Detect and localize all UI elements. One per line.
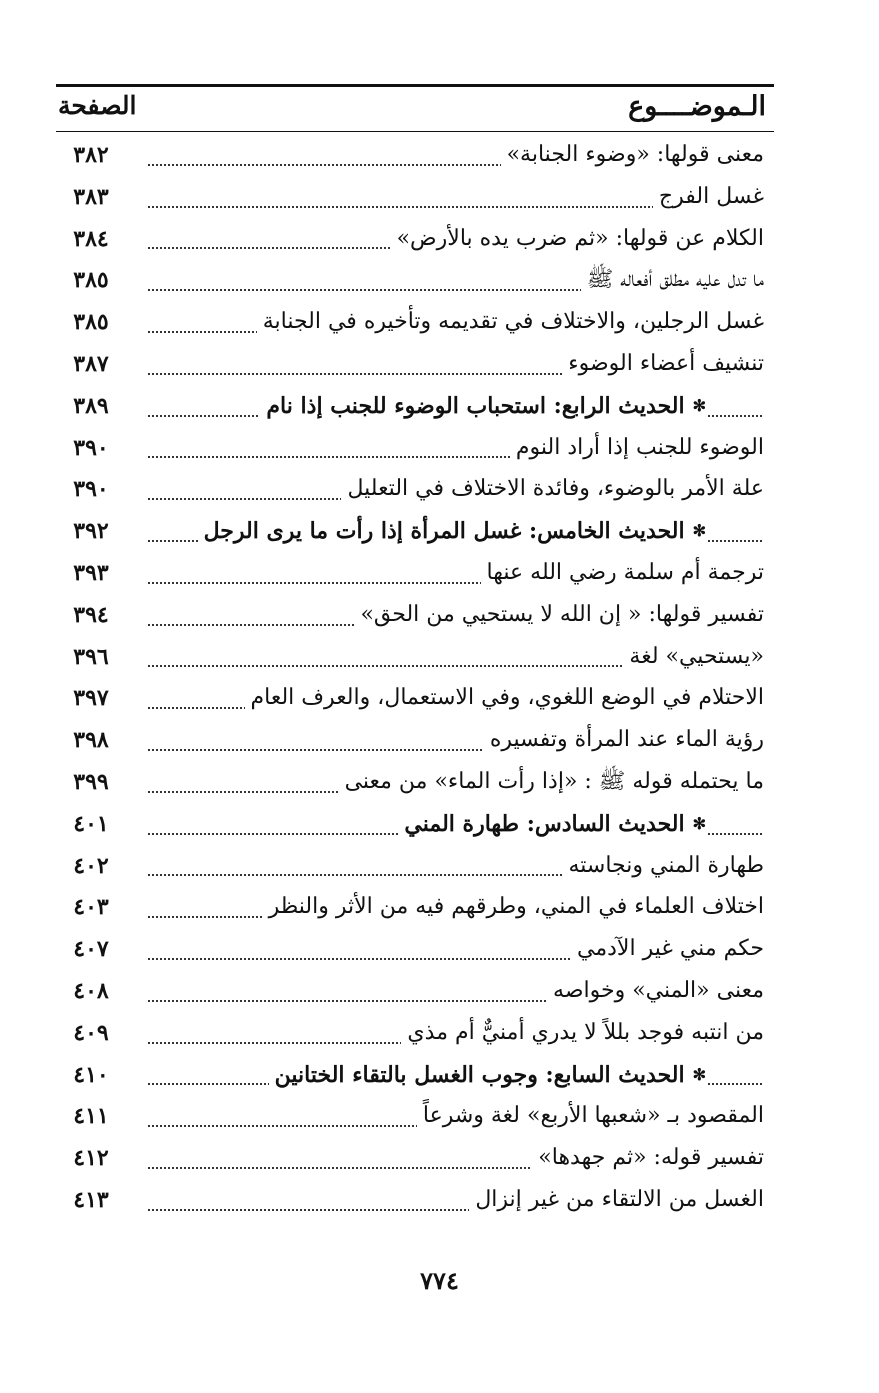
- toc-entry: [56, 470, 774, 512]
- toc-section-heading: [56, 805, 774, 847]
- entry-page-number: ٣٩٢: [73, 518, 109, 545]
- entry-title: ما تدل عليه مطلق أفعاله ﷺ: [581, 265, 764, 295]
- entry-title: الاحتلام في الوضع اللغوي، وفي الاستعمال، والعرف العام: [245, 683, 765, 713]
- entry-title: ✻ الحديث الرابع: استحباب الوضوء للجنب إذا نام: [260, 391, 706, 421]
- entry-page-number: ٣٨٥: [73, 309, 109, 336]
- toc-entry: [56, 261, 774, 303]
- toc-entry: [56, 679, 774, 721]
- entry-page-number: ٤١٠: [73, 1061, 109, 1088]
- toc-entry: [56, 930, 774, 972]
- toc-entry: [56, 303, 774, 345]
- entry-title: تنشيف أعضاء الوضوء: [562, 349, 764, 379]
- entry-title: الكلام عن قولها: «ثم ضرب يده بالأرض»: [391, 224, 764, 254]
- entry-page-number: ٤٠٨: [73, 977, 109, 1004]
- topic-column-heading: الـموضــــوع: [628, 91, 766, 122]
- entry-title: من انتبه فوجد بللاً لا يدري أمنيٌّ أم مذي: [401, 1018, 764, 1048]
- entry-page-number: ٣٩٠: [73, 476, 109, 503]
- entry-page-number: ٤٠٩: [73, 1019, 109, 1046]
- entry-title: ✻ الحديث السادس: طهارة المني: [398, 809, 706, 839]
- entry-title: «يستحيي» لغة: [623, 642, 764, 672]
- page-column-heading: الصفحة: [58, 91, 137, 120]
- toc-entry: [56, 1014, 774, 1056]
- entry-page-number: ٣٩٩: [73, 768, 109, 795]
- entry-title: علة الأمر بالوضوء، وفائدة الاختلاف في التعليل: [341, 474, 764, 504]
- entry-title: رؤية الماء عند المرأة وتفسيره: [484, 725, 764, 755]
- toc-entry: [56, 596, 774, 638]
- toc-entry: [56, 972, 774, 1014]
- entry-page-number: ٤١٢: [73, 1145, 109, 1172]
- toc-entry: [56, 1139, 774, 1181]
- entry-title: ✻ الحديث السابع: وجوب الغسل بالتقاء الختانين: [269, 1060, 706, 1090]
- toc-header: [56, 87, 774, 132]
- entry-title: ✻ الحديث الخامس: غسل المرأة إذا رأت ما يرى الرجل: [198, 516, 706, 546]
- entry-page-number: ٣٩٦: [73, 643, 109, 670]
- toc-entry: [56, 554, 774, 596]
- entry-page-number: ٣٩٤: [73, 601, 109, 628]
- toc-entry: [56, 1097, 774, 1139]
- toc-entry: [56, 220, 774, 262]
- toc-entry: [56, 1181, 774, 1223]
- entry-title: حكم مني غير الآدمي: [571, 934, 764, 964]
- entry-title: طهارة المني ونجاسته: [562, 851, 764, 881]
- entry-page-number: ٤٠٧: [73, 936, 109, 963]
- table-of-contents: [56, 84, 774, 1223]
- entry-title: ما يحتمله قوله ﷺ : «إذا رأت الماء» من معنى: [339, 767, 764, 797]
- entry-title: ترجمة أم سلمة رضي الله عنها: [481, 558, 764, 588]
- entry-title: تفسير قولها: « إن الله لا يستحيي من الحق»: [354, 600, 764, 630]
- toc-section-heading: [56, 387, 774, 429]
- toc-entry: [56, 763, 774, 805]
- entry-page-number: ٣٨٩: [73, 392, 109, 419]
- entry-page-number: ٣٨٢: [73, 142, 109, 168]
- entry-title: الوضوء للجنب إذا أراد النوم: [510, 433, 764, 463]
- entry-title: غسل الرجلين، والاختلاف في تقديمه وتأخيره في الجنابة: [257, 307, 764, 337]
- toc-entry: [56, 888, 774, 930]
- entry-page-number: ٤١١: [73, 1103, 109, 1130]
- entry-page-number: ٣٨٥: [73, 267, 109, 294]
- toc-entries: [56, 136, 774, 1223]
- entry-page-number: ٤٠١: [73, 810, 109, 837]
- entry-page-number: ٣٩٣: [73, 559, 109, 586]
- toc-entry: [56, 429, 774, 471]
- entry-title: غسل الفرج: [653, 182, 764, 212]
- toc-entry: [56, 136, 774, 178]
- entry-page-number: ٣٩٨: [73, 727, 109, 754]
- entry-page-number: ٤٠٢: [73, 852, 109, 879]
- entry-page-number: ٣٨٣: [73, 183, 109, 210]
- entry-page-number: ٤١٣: [73, 1186, 109, 1213]
- toc-section-heading: [56, 1056, 774, 1098]
- page-number: ٧٧٤: [420, 1266, 459, 1295]
- entry-title: معنى «المني» وخواصه: [547, 976, 764, 1006]
- toc-entry: [56, 847, 774, 889]
- entry-page-number: ٣٨٤: [73, 225, 109, 252]
- entry-page-number: ٤٠٣: [73, 894, 109, 921]
- toc-entry: [56, 721, 774, 763]
- entry-title: تفسير قوله: «ثم جهدها»: [532, 1143, 764, 1173]
- entry-title: الغسل من الالتقاء من غير إنزال: [469, 1185, 764, 1215]
- entry-title: المقصود بـ «شعبها الأربع» لغة وشرعاً: [417, 1101, 764, 1131]
- entry-title: اختلاف العلماء في المني، وطرقهم فيه من الأثر والنظر: [263, 892, 764, 922]
- entry-page-number: ٣٩٠: [73, 434, 109, 461]
- entry-title: معنى قولها: «وضوء الجنابة»: [501, 140, 764, 170]
- toc-entry: [56, 345, 774, 387]
- toc-section-heading: [56, 512, 774, 554]
- toc-entry: [56, 178, 774, 220]
- entry-page-number: ٣٨٧: [73, 350, 109, 377]
- entry-page-number: ٣٩٧: [73, 685, 109, 712]
- toc-entry: [56, 638, 774, 680]
